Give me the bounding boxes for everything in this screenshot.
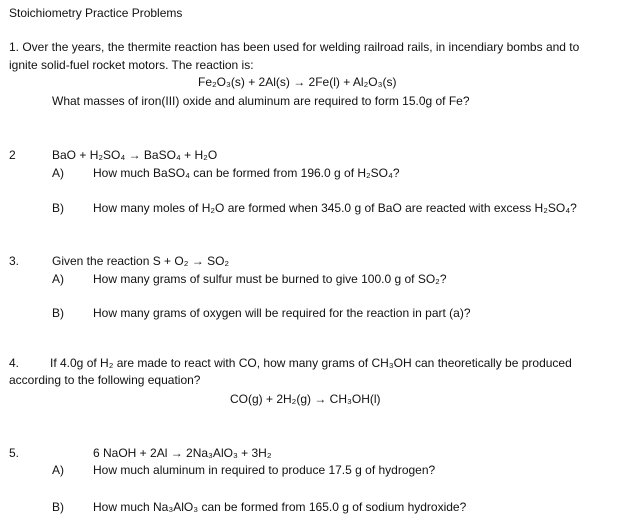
problem-5-equation: 6 NaOH + 2Al → 2Na₃AlO₃ + 3H₂ (93, 446, 272, 460)
problem-4-equation: CO(g) + 2H₂(g) → CH₃OH(l) (230, 392, 381, 406)
problem-2-part-b-text: How many moles of H₂O are formed when 345.0 g of BaO are reacted with excess H₂SO₄? (93, 201, 577, 215)
problem-1-question: What masses of iron(III) oxide and aluminum are required to form 15.0g of Fe? (52, 94, 470, 108)
problem-4-line-2: according to the following equation? (9, 373, 201, 387)
problem-3-part-a-text: How many grams of sulfur must be burned to give 100.0 g of SO₂? (93, 272, 447, 286)
problem-3-part-b-text: How many grams of oxygen will be required for the reaction in part (a)? (93, 306, 471, 320)
page-title: Stoichiometry Practice Problems (9, 6, 183, 20)
problem-4-number: 4. (9, 356, 20, 370)
problem-5-part-a-label: A) (52, 463, 64, 477)
problem-4-line-1: If 4.0g of H₂ are made to react with CO, how many grams of CH₃OH can theoretically be produced (50, 356, 572, 370)
problem-1-line-1: 1. Over the years, the thermite reaction has been used for welding railroad rails, in incendiary bombs and to (9, 40, 580, 54)
problem-1-equation: Fe₂O₃(s) + 2Al(s) → 2Fe(l) + Al₂O₃(s) (198, 75, 397, 89)
problem-5-part-a-text: How much aluminum in required to produce 17.5 g of hydrogen? (93, 463, 436, 477)
problem-2-part-b-label: B) (52, 201, 64, 215)
problem-5-part-b-label: B) (52, 500, 64, 514)
problem-3-intro: Given the reaction S + O₂ → SO₂ (52, 254, 230, 268)
problem-2-equation: BaO + H₂SO₄ → BaSO₄ + H₂O (52, 148, 218, 162)
problem-5-part-b-text: How much Na₃AlO₃ can be formed from 165.0 g of sodium hydroxide? (93, 500, 467, 514)
problem-3-part-a-label: A) (52, 272, 64, 286)
problem-1-line-2: ignite solid-fuel rocket motors. The reaction is: (9, 58, 254, 72)
problem-2-part-a-label: A) (52, 166, 64, 180)
problem-5-number: 5. (9, 446, 20, 460)
problem-3-number: 3. (9, 254, 20, 268)
problem-2-part-a-text: How much BaSO₄ can be formed from 196.0 g of H₂SO₄? (93, 166, 400, 180)
problem-2-number: 2 (9, 148, 16, 162)
problem-3-part-b-label: B) (52, 306, 64, 320)
